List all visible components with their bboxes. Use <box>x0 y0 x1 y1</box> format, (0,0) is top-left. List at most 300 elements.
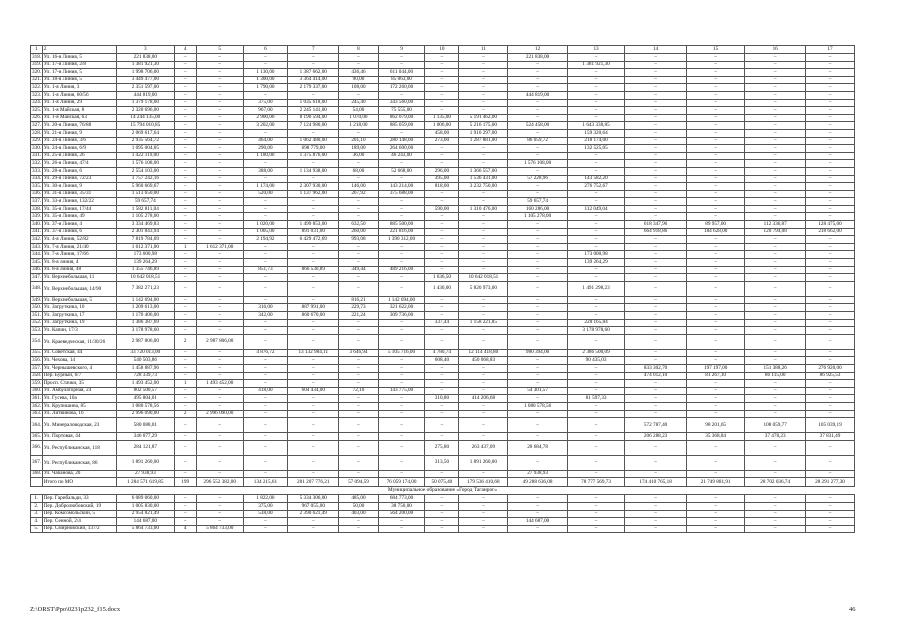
table-cell: – <box>508 304 568 312</box>
table-cell: – <box>459 228 508 236</box>
table-cell: – <box>196 502 243 510</box>
address-cell: Ул. Литвинова, 16 <box>42 410 116 418</box>
table-cell: – <box>174 160 196 168</box>
table-cell: – <box>339 327 378 335</box>
table-cell: 367. <box>31 455 43 470</box>
table-cell: 2 996 090,00 <box>117 410 174 418</box>
table-cell: – <box>243 440 288 455</box>
table-cell: – <box>686 122 744 130</box>
table-cell: 1 381 921,30 <box>567 61 624 69</box>
table-cell: 342,00 <box>243 312 288 320</box>
table-cell: – <box>196 198 243 206</box>
table-row <box>31 205 855 213</box>
table-cell: – <box>745 69 806 77</box>
table-cell: 1 287 881,00 <box>459 137 508 145</box>
table-cell: 414 206,68 <box>459 395 508 403</box>
table-cell: – <box>339 281 378 296</box>
address-cell: Ул. Верхнебольшая, 11 <box>42 274 116 282</box>
table-cell: – <box>686 357 744 365</box>
table-row <box>31 418 855 433</box>
table-cell: 1 998 706,00 <box>117 69 174 77</box>
table-cell: – <box>508 266 568 274</box>
table-row <box>31 259 855 267</box>
table-cell: – <box>625 61 687 69</box>
table-row <box>31 387 855 395</box>
table-cell: 1 491 298,23 <box>567 281 624 296</box>
address-cell: Ул. 7-я Линия, 21/40 <box>42 243 116 251</box>
table-cell: 1 <box>31 46 43 54</box>
table-cell: 1 218,00 <box>339 122 378 130</box>
table-cell: 68,00 <box>339 167 378 175</box>
table-cell: – <box>174 440 196 455</box>
table-cell: 632,50 <box>339 221 378 229</box>
table-cell: – <box>425 107 459 115</box>
table-cell: – <box>686 145 744 153</box>
table-cell: 139 264,29 <box>117 259 174 267</box>
table-cell: – <box>459 418 508 433</box>
table-cell: – <box>625 84 687 92</box>
table-cell: 851,73 <box>243 266 288 274</box>
table-cell: 2 987 806,00 <box>117 334 174 349</box>
address-cell: Пер. Добролюбовский, 19 <box>42 502 116 510</box>
table-cell: – <box>567 402 624 410</box>
address-cell: Ул. 1-я Линия, 60/56 <box>42 91 116 99</box>
table-cell: 967 055,00 <box>288 502 339 510</box>
table-cell: – <box>288 518 339 526</box>
table-cell: – <box>288 455 339 470</box>
table-cell: – <box>288 296 339 304</box>
table-cell: – <box>196 122 243 130</box>
table-cell: – <box>508 129 568 137</box>
table-cell: – <box>288 198 339 206</box>
table-cell: – <box>196 296 243 304</box>
table-cell: 450 068,83 <box>459 357 508 365</box>
table-cell: 245,40 <box>339 99 378 107</box>
table-cell: – <box>196 221 243 229</box>
table-cell: 346 077,29 <box>117 433 174 441</box>
table-cell: – <box>196 266 243 274</box>
table-cell: – <box>567 296 624 304</box>
table-cell: – <box>288 251 339 259</box>
table-cell: – <box>425 470 459 478</box>
table-row <box>31 107 855 115</box>
table-cell: – <box>805 99 854 107</box>
table-cell: 296,00 <box>425 167 459 175</box>
table-cell: – <box>686 510 744 518</box>
table-cell: – <box>508 107 568 115</box>
table-row <box>31 160 855 168</box>
table-cell: – <box>288 175 339 183</box>
table-cell: – <box>805 402 854 410</box>
table-cell: – <box>425 84 459 92</box>
table-cell: 1 142 694,00 <box>117 296 174 304</box>
table-cell: 13 <box>567 46 624 54</box>
table-cell: – <box>425 387 459 395</box>
table-cell: – <box>508 281 568 296</box>
table-cell: – <box>288 54 339 62</box>
table-cell: 611 044,00 <box>378 69 425 77</box>
table-cell: – <box>196 433 243 441</box>
table-cell: 280 148,00 <box>378 137 425 145</box>
table-cell: 337. <box>32 197 42 204</box>
table-cell: – <box>378 274 425 282</box>
table-cell: – <box>196 190 243 198</box>
table-cell: – <box>243 175 288 183</box>
table-cell: 2 <box>174 334 196 349</box>
table-cell: – <box>425 296 459 304</box>
table-cell: – <box>425 495 459 503</box>
table-cell: – <box>805 304 854 312</box>
table-cell: – <box>625 304 687 312</box>
table-cell: 6 429 472,69 <box>288 236 339 244</box>
table-cell: 1 381 921,30 <box>117 61 174 69</box>
table-cell: – <box>508 312 568 320</box>
table-cell: – <box>567 470 624 478</box>
table-cell: – <box>339 372 378 380</box>
table-total-row <box>31 478 855 487</box>
table-cell: – <box>459 304 508 312</box>
table-cell: – <box>243 296 288 304</box>
table-cell: – <box>567 76 624 84</box>
table-row <box>31 198 855 206</box>
table-cell: – <box>508 76 568 84</box>
address-cell: Ул. Капин, 17/3 <box>42 327 116 335</box>
table-row <box>31 495 855 503</box>
table-cell: – <box>459 334 508 349</box>
table-cell: 664 918,86 <box>625 228 687 236</box>
table-cell: 321 622,00 <box>378 304 425 312</box>
table-cell: – <box>745 183 806 191</box>
table-cell: 2 320 696,00 <box>117 107 174 115</box>
table-cell: 16 <box>745 46 806 54</box>
address-cell: Ул. 17-я Линия, 2/8 <box>42 61 116 69</box>
table-row <box>31 114 855 122</box>
table-cell: – <box>378 243 425 251</box>
table-cell: 128 475,00 <box>805 221 854 229</box>
table-cell: – <box>805 152 854 160</box>
table-cell: – <box>686 236 744 244</box>
table-cell: – <box>745 395 806 403</box>
table-cell: – <box>508 145 568 153</box>
address-cell: Ул. Верхнебольшая, 5 <box>42 296 116 304</box>
table-cell: – <box>508 114 568 122</box>
table-cell: – <box>196 167 243 175</box>
table-cell: 1 174,00 <box>243 183 288 191</box>
table-cell: – <box>378 455 425 470</box>
table-row <box>31 243 855 251</box>
table-cell: – <box>243 129 288 137</box>
table-cell: 354. <box>31 334 43 349</box>
table-cell: 361. <box>32 395 42 402</box>
table-cell: – <box>459 380 508 388</box>
table-cell: 366. <box>31 440 43 455</box>
table-cell: – <box>378 198 425 206</box>
table-cell: 320. <box>32 68 42 75</box>
table-cell: – <box>508 221 568 229</box>
table-cell: – <box>625 410 687 418</box>
table-cell: – <box>339 334 378 349</box>
table-row <box>31 281 855 296</box>
table-cell: – <box>567 410 624 418</box>
table-cell: – <box>425 518 459 526</box>
table-cell: 1 <box>174 380 196 388</box>
table-cell: – <box>174 213 196 221</box>
table-cell: – <box>745 99 806 107</box>
table-cell: 310,80 <box>425 395 459 403</box>
table-cell: – <box>745 327 806 335</box>
table-row <box>31 440 855 455</box>
table-cell: 1 209 613,00 <box>117 304 174 312</box>
table-row <box>31 274 855 282</box>
table-row <box>31 266 855 274</box>
table-cell: 218 662,00 <box>805 228 854 236</box>
table-cell: 350. <box>32 304 42 311</box>
table-cell: – <box>508 236 568 244</box>
table-cell: 37 478,23 <box>745 433 806 441</box>
table-cell: 10 642 018,51 <box>117 274 174 282</box>
table-cell: – <box>567 518 624 526</box>
table-cell: – <box>508 259 568 267</box>
table-cell: 2 351 597,00 <box>117 84 174 92</box>
table-cell: – <box>508 167 568 175</box>
table-cell: – <box>745 357 806 365</box>
table-cell: – <box>378 440 425 455</box>
table-cell: – <box>459 160 508 168</box>
table-cell: – <box>459 76 508 84</box>
table-row <box>31 312 855 320</box>
table-cell: – <box>243 205 288 213</box>
table-cell: – <box>243 251 288 259</box>
table-cell: – <box>174 372 196 380</box>
table-cell: 3 232 750,00 <box>459 183 508 191</box>
table-cell: 174 410 765,18 <box>625 478 687 487</box>
table-cell: – <box>508 525 568 533</box>
table-cell: 323. <box>32 91 42 98</box>
table-cell: – <box>339 418 378 433</box>
table-cell: 5 820 973,00 <box>459 281 508 296</box>
table-cell: – <box>625 107 687 115</box>
table-cell: – <box>174 54 196 62</box>
table-cell: – <box>378 259 425 267</box>
address-cell: Ул. 26-я Линия, 47/4 <box>42 160 116 168</box>
table-cell: 72,10 <box>339 387 378 395</box>
table-cell: – <box>625 243 687 251</box>
table-cell: – <box>567 510 624 518</box>
table-cell: 1 284 571 619,85 <box>117 478 174 487</box>
table-cell: – <box>174 387 196 395</box>
table-cell: – <box>625 502 687 510</box>
table-row <box>31 251 855 259</box>
table-cell: – <box>567 99 624 107</box>
table-cell: 2 900,00 <box>243 114 288 122</box>
table-cell: – <box>745 402 806 410</box>
table-cell: – <box>196 274 243 282</box>
table-row <box>31 372 855 380</box>
table-cell: – <box>567 364 624 372</box>
address-cell: Ул. 1-я Майская, 63 <box>42 114 116 122</box>
table-cell: 13 132 984,11 <box>288 349 339 357</box>
table-cell: – <box>745 84 806 92</box>
table-cell: 540 503,86 <box>117 357 174 365</box>
table-cell: – <box>567 418 624 433</box>
table-cell: – <box>745 129 806 137</box>
table-row <box>31 69 855 77</box>
table-cell: – <box>378 61 425 69</box>
table-cell: 120 794,08 <box>745 228 806 236</box>
table-cell: – <box>508 183 568 191</box>
table-cell: 363. <box>32 410 42 417</box>
table-cell: – <box>805 107 854 115</box>
table-cell: – <box>567 312 624 320</box>
address-cell: Ул. Республиканская, 86 <box>42 455 116 470</box>
table-cell: – <box>686 502 744 510</box>
table-cell: – <box>288 327 339 335</box>
address-cell: Итого по МО <box>42 478 116 487</box>
table-cell: – <box>196 510 243 518</box>
table-cell: – <box>174 84 196 92</box>
table-cell: 1 020,00 <box>243 221 288 229</box>
table-cell: – <box>745 518 806 526</box>
table-cell: – <box>174 259 196 267</box>
table-cell: – <box>567 440 624 455</box>
table-cell: 221 838,00 <box>508 54 568 62</box>
table-cell: – <box>745 122 806 130</box>
table-cell: – <box>339 518 378 526</box>
address-cell: Ул. Советская, 44 <box>42 349 116 357</box>
table-cell: – <box>459 221 508 229</box>
table-row <box>31 296 855 304</box>
table-cell: – <box>288 525 339 533</box>
table-cell: – <box>625 518 687 526</box>
table-cell: 2 194,92 <box>243 236 288 244</box>
table-cell: – <box>686 175 744 183</box>
table-cell: – <box>567 495 624 503</box>
table-cell: 11 <box>459 46 508 54</box>
table-cell: – <box>567 525 624 533</box>
table-cell: 348. <box>31 281 43 296</box>
table-cell: 221 838,00 <box>117 54 174 62</box>
table-row <box>31 137 855 145</box>
table-cell: – <box>174 99 196 107</box>
table-cell: – <box>805 525 854 533</box>
table-cell: – <box>459 91 508 99</box>
table-cell: – <box>174 327 196 335</box>
table-cell: – <box>567 198 624 206</box>
table-cell: 1 387 662,00 <box>288 69 339 77</box>
table-cell: – <box>174 107 196 115</box>
table-cell: – <box>174 274 196 282</box>
table-cell: – <box>805 327 854 335</box>
table-cell: 275,80 <box>425 440 459 455</box>
table-cell: – <box>174 455 196 470</box>
table-cell: – <box>745 54 806 62</box>
table-cell: – <box>567 274 624 282</box>
table-cell: 98 201,65 <box>686 418 744 433</box>
table-cell: – <box>196 495 243 503</box>
table-cell: 375 688,00 <box>378 190 425 198</box>
table-cell: – <box>425 266 459 274</box>
table-cell: 329. <box>32 137 42 144</box>
table-cell: – <box>196 312 243 320</box>
table-cell: – <box>686 319 744 327</box>
table-cell: – <box>805 296 854 304</box>
table-cell: 1 035 618,00 <box>288 99 339 107</box>
table-cell: 474 012,10 <box>625 372 687 380</box>
table-cell: – <box>625 455 687 470</box>
table-cell: – <box>196 205 243 213</box>
table-cell: – <box>425 221 459 229</box>
table-cell: – <box>459 364 508 372</box>
table-cell: – <box>459 61 508 69</box>
table-cell: – <box>174 418 196 433</box>
table-cell: – <box>378 251 425 259</box>
address-cell: Ул. 21-я Линия, 9 <box>42 129 116 137</box>
table-cell: 14 244 135,00 <box>117 114 174 122</box>
table-cell: – <box>243 372 288 380</box>
table-cell: – <box>243 274 288 282</box>
table-row <box>31 84 855 92</box>
table-cell: – <box>508 433 568 441</box>
table-cell: – <box>174 304 196 312</box>
table-cell: – <box>425 327 459 335</box>
table-cell: 344. <box>32 251 42 258</box>
table-cell: 27 938,93 <box>117 470 174 478</box>
table-cell: 108,00 <box>339 84 378 92</box>
table-cell: – <box>625 495 687 503</box>
table-cell: – <box>174 183 196 191</box>
table-cell: – <box>508 455 568 470</box>
table-cell: – <box>459 99 508 107</box>
table-cell: 160 286,00 <box>508 205 568 213</box>
table-cell: – <box>745 137 806 145</box>
table-cell: – <box>288 402 339 410</box>
table-cell: 356. <box>32 357 42 364</box>
table-cell: – <box>805 349 854 357</box>
table-cell: – <box>378 281 425 296</box>
table-cell: – <box>625 259 687 267</box>
table-cell: – <box>805 455 854 470</box>
table-cell: 264 600,00 <box>378 145 425 153</box>
table-cell: 296 552 382,00 <box>196 478 243 487</box>
table-cell: – <box>686 495 744 503</box>
address-cell: Ул. Амбулаторная, 24 <box>42 387 116 395</box>
table-cell: 1 612 371,00 <box>196 243 243 251</box>
table-cell: – <box>805 84 854 92</box>
table-cell: 1 493 452,00 <box>117 380 174 388</box>
table-cell: – <box>567 213 624 221</box>
table-cell: 1 910 297,00 <box>459 129 508 137</box>
table-cell: 341. <box>32 228 42 235</box>
table-cell: – <box>745 387 806 395</box>
table-cell: – <box>459 296 508 304</box>
table-cell: – <box>805 395 854 403</box>
table-cell: – <box>243 198 288 206</box>
table-cell: – <box>745 502 806 510</box>
table-row <box>31 402 855 410</box>
table-cell: – <box>625 380 687 388</box>
table-cell: 359. <box>32 379 42 386</box>
table-cell: – <box>805 61 854 69</box>
table-cell: 228 165,84 <box>567 319 624 327</box>
table-cell: – <box>745 114 806 122</box>
table-cell: – <box>805 167 854 175</box>
table-cell: – <box>686 281 744 296</box>
table-cell: 887 991,00 <box>288 304 339 312</box>
table-cell: – <box>288 243 339 251</box>
table-cell: – <box>686 518 744 526</box>
address-cell: Ул. 7-я Линия, 17/66 <box>42 251 116 259</box>
table-cell: – <box>686 76 744 84</box>
